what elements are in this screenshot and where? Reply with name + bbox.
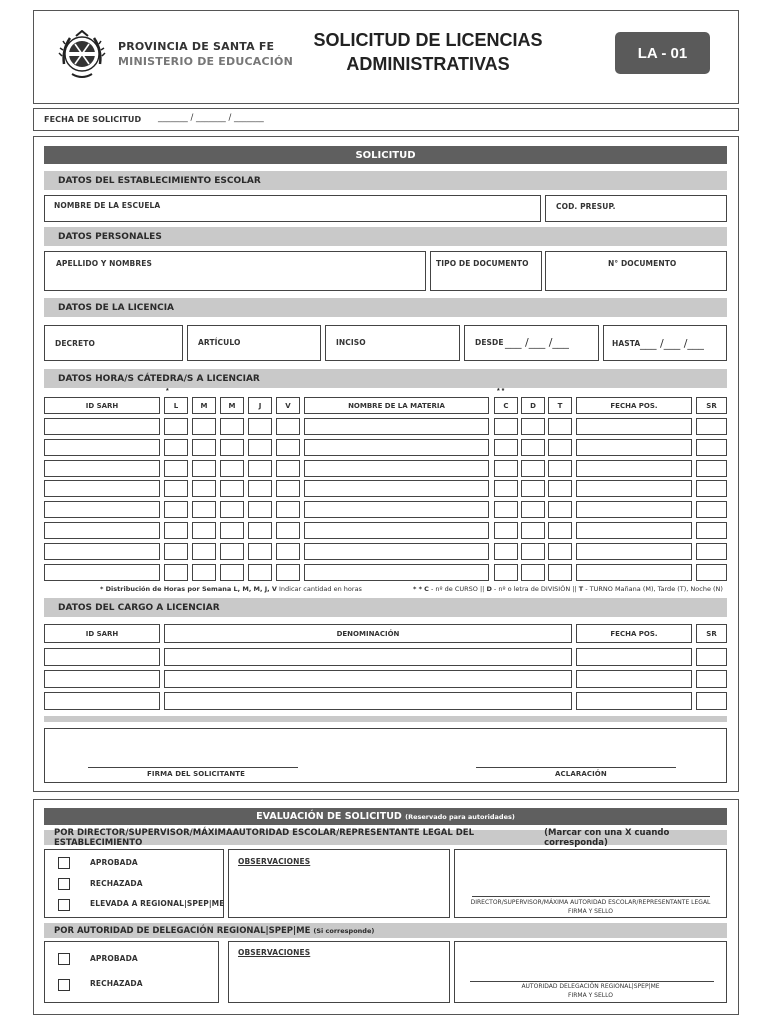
position-cell-denomination[interactable]	[164, 692, 572, 710]
hours-cell-c[interactable]	[494, 501, 518, 518]
budget-code-label: COD. PRESUP.	[556, 202, 616, 211]
doc-number-field[interactable]	[545, 251, 727, 291]
hours-cell-m1[interactable]	[192, 501, 216, 518]
hours-header-sr: SR	[696, 397, 727, 414]
hours-cell-sr[interactable]	[696, 480, 727, 497]
hours-header-l: L	[164, 397, 188, 414]
director-elevated-label: ELEVADA A REGIONAL|SPEP|ME	[90, 899, 225, 908]
hours-cell-m2[interactable]	[220, 460, 244, 477]
position-header-denomination: DENOMINACIÓN	[164, 624, 572, 643]
hours-cell-l[interactable]	[164, 418, 188, 435]
decree-label: DECRETO	[55, 339, 95, 348]
hours-cell-j[interactable]	[248, 460, 272, 477]
hours-cell-m1[interactable]	[192, 564, 216, 581]
position-cell-sr[interactable]	[696, 692, 727, 710]
hours-cell-m2[interactable]	[220, 439, 244, 456]
hours-star-l: *	[166, 388, 169, 395]
hours-cell-j[interactable]	[248, 418, 272, 435]
hours-cell-id-sarh[interactable]	[44, 439, 160, 456]
clarification-label: ACLARACIÓN	[555, 770, 607, 778]
hours-cell-subject[interactable]	[304, 543, 489, 560]
hours-cell-c[interactable]	[494, 564, 518, 581]
hours-cell-subject[interactable]	[304, 480, 489, 497]
hours-header-m1: M	[192, 397, 216, 414]
solicitud-title: SOLICITUD	[44, 146, 727, 164]
hours-cell-t[interactable]	[548, 543, 572, 560]
hours-cell-m2[interactable]	[220, 543, 244, 560]
hours-cell-m1[interactable]	[192, 439, 216, 456]
director-section-title	[44, 827, 727, 848]
hours-cell-c[interactable]	[494, 522, 518, 539]
hours-cell-sr[interactable]	[696, 418, 727, 435]
hours-cell-v[interactable]	[276, 418, 300, 435]
hours-cell-v[interactable]	[276, 543, 300, 560]
hours-cell-d[interactable]	[521, 501, 545, 518]
position-section-title: DATOS DEL CARGO A LICENCIAR	[44, 598, 727, 617]
hours-cell-d[interactable]	[521, 522, 545, 539]
hours-cell-sr[interactable]	[696, 543, 727, 560]
position-header-id-sarh: ID SARH	[44, 624, 160, 643]
regional-signature-caption-1: AUTORIDAD DELEGACIÓN REGIONAL|SPEP|ME	[521, 983, 660, 990]
personal-section-title: DATOS PERSONALES	[44, 227, 727, 246]
hours-cell-j[interactable]	[248, 564, 272, 581]
director-section-title-note: (Marcar con una X cuando corresponda)	[544, 827, 670, 848]
position-cell-sr[interactable]	[696, 648, 727, 666]
hours-section-title: DATOS HORA/S CÁTEDRA/S A LICENCIAR	[44, 369, 727, 388]
director-observations-label: OBSERVACIONES	[238, 857, 311, 866]
regional-section-title-note: (Si corresponde)	[313, 926, 375, 935]
evaluation-title-main: EVALUACIÓN DE SOLICITUD	[256, 811, 402, 822]
form-title-line-1: SOLICITUD DE LICENCIAS	[313, 30, 543, 50]
position-cell-sr[interactable]	[696, 670, 727, 688]
hours-cell-date-pos[interactable]	[576, 460, 692, 477]
clarification-line	[476, 767, 676, 768]
director-signature-line	[472, 896, 710, 897]
regional-observations-label: OBSERVACIONES	[238, 948, 311, 957]
hours-cell-d[interactable]	[521, 543, 545, 560]
evaluation-title-note: (Reservado para autoridades)	[405, 812, 515, 821]
hours-header-v: V	[276, 397, 300, 414]
regional-rejected-checkbox[interactable]	[58, 979, 70, 991]
province-name: PROVINCIA DE SANTA FE	[118, 40, 275, 53]
hours-cell-t[interactable]	[548, 460, 572, 477]
hours-cell-l[interactable]	[164, 501, 188, 518]
hours-cell-d[interactable]	[521, 439, 545, 456]
director-approved-label: APROBADA	[90, 858, 138, 867]
position-cell-date-pos[interactable]	[576, 692, 692, 710]
hours-header-m2: M	[220, 397, 244, 414]
hours-cell-t[interactable]	[548, 480, 572, 497]
hours-cell-date-pos[interactable]	[576, 543, 692, 560]
director-section-title-main: POR DIRECTOR/SUPERVISOR/MÁXIMAAUTORIDAD ESCOLAR/REPRESENTANTE LEGAL DEL ESTABLECIMIENTO	[54, 827, 475, 848]
hours-header-subject: NOMBRE DE LA MATERIA	[304, 397, 489, 414]
director-approved-checkbox[interactable]	[58, 857, 70, 869]
hours-cell-m1[interactable]	[192, 480, 216, 497]
position-cell-denomination[interactable]	[164, 648, 572, 666]
hours-cell-m1[interactable]	[192, 460, 216, 477]
hours-cell-j[interactable]	[248, 543, 272, 560]
hours-cell-v[interactable]	[276, 564, 300, 581]
evaluation-title	[44, 808, 727, 825]
hours-cell-j[interactable]	[248, 522, 272, 539]
regional-section-title	[44, 923, 727, 938]
applicant-signature-label: FIRMA DEL SOLICITANTE	[147, 770, 246, 778]
hours-cell-sr[interactable]	[696, 501, 727, 518]
hours-note-right-t-text: - TURNO Mañana (M), Tarde (T), Noche (N)	[585, 585, 723, 593]
hours-cell-v[interactable]	[276, 480, 300, 497]
doc-type-label: TIPO DE DOCUMENTO	[436, 259, 529, 268]
hours-cell-v[interactable]	[276, 501, 300, 518]
hours-cell-l[interactable]	[164, 543, 188, 560]
establishment-section-title: DATOS DEL ESTABLECIMIENTO ESCOLAR	[44, 171, 727, 190]
date-from-blank: ___ /___ /___	[505, 336, 569, 349]
director-rejected-checkbox[interactable]	[58, 878, 70, 890]
position-cell-id-sarh[interactable]	[44, 670, 160, 688]
director-elevated-checkbox[interactable]	[58, 899, 70, 911]
hours-header-c: C	[494, 397, 518, 414]
request-date-label: FECHA DE SOLICITUD	[44, 115, 142, 124]
license-section-title: DATOS DE LA LICENCIA	[44, 298, 727, 317]
section-divider	[44, 716, 727, 722]
hours-header-t: T	[548, 397, 572, 414]
hours-cell-t[interactable]	[548, 564, 572, 581]
hours-cell-id-sarh[interactable]	[44, 480, 160, 497]
position-cell-date-pos[interactable]	[576, 670, 692, 688]
hours-cell-t[interactable]	[548, 418, 572, 435]
hours-note-left-main: * Distribución de Horas por Semana L, M, M, J, V	[100, 585, 277, 593]
hours-cell-l[interactable]	[164, 522, 188, 539]
position-cell-id-sarh[interactable]	[44, 648, 160, 666]
hours-cell-c[interactable]	[494, 480, 518, 497]
hours-cell-date-pos[interactable]	[576, 522, 692, 539]
hours-cell-id-sarh[interactable]	[44, 564, 160, 581]
hours-cell-m1[interactable]	[192, 522, 216, 539]
position-cell-date-pos[interactable]	[576, 648, 692, 666]
hours-cell-c[interactable]	[494, 460, 518, 477]
hours-header-date-pos: FECHA POS.	[576, 397, 692, 414]
hours-cell-date-pos[interactable]	[576, 501, 692, 518]
hours-cell-sr[interactable]	[696, 460, 727, 477]
hours-cell-sr[interactable]	[696, 564, 727, 581]
hours-cell-m2[interactable]	[220, 564, 244, 581]
hours-cell-id-sarh[interactable]	[44, 460, 160, 477]
hours-cell-sr[interactable]	[696, 439, 727, 456]
hours-cell-m2[interactable]	[220, 501, 244, 518]
position-cell-id-sarh[interactable]	[44, 692, 160, 710]
regional-approved-checkbox[interactable]	[58, 953, 70, 965]
hours-cell-subject[interactable]	[304, 522, 489, 539]
form-title	[288, 28, 568, 76]
hours-cell-date-pos[interactable]	[576, 439, 692, 456]
hours-cell-id-sarh[interactable]	[44, 543, 160, 560]
hours-cell-id-sarh[interactable]	[44, 418, 160, 435]
form-title-line-2: ADMINISTRATIVAS	[346, 54, 510, 74]
hours-cell-subject[interactable]	[304, 564, 489, 581]
hours-cell-v[interactable]	[276, 460, 300, 477]
date-to-blank: ___ /___ /___	[640, 337, 704, 350]
full-name-label: APELLIDO Y NOMBRES	[56, 259, 152, 268]
hours-note-right	[413, 585, 723, 593]
hours-cell-m2[interactable]	[220, 480, 244, 497]
hours-cell-d[interactable]	[521, 418, 545, 435]
hours-cell-t[interactable]	[548, 439, 572, 456]
hours-cell-l[interactable]	[164, 564, 188, 581]
hours-cell-c[interactable]	[494, 543, 518, 560]
hours-cell-d[interactable]	[521, 480, 545, 497]
hours-cell-date-pos[interactable]	[576, 418, 692, 435]
hours-cell-j[interactable]	[248, 480, 272, 497]
hours-cell-subject[interactable]	[304, 439, 489, 456]
regional-rejected-label: RECHAZADA	[90, 979, 143, 988]
hours-cell-c[interactable]	[494, 418, 518, 435]
hours-cell-d[interactable]	[521, 460, 545, 477]
hours-cell-v[interactable]	[276, 522, 300, 539]
hours-cell-t[interactable]	[548, 501, 572, 518]
regional-decision-box	[44, 941, 219, 1003]
regional-signature-caption-2: FIRMA Y SELLO	[568, 992, 613, 999]
hours-cell-m2[interactable]	[220, 522, 244, 539]
position-cell-denomination[interactable]	[164, 670, 572, 688]
applicant-signature-line	[88, 767, 298, 768]
hours-note-right-d-text: - nº o letra de DIVISIÓN ||	[493, 585, 577, 593]
hours-note-right-c: C	[424, 585, 429, 593]
hours-cell-date-pos[interactable]	[576, 480, 692, 497]
doc-type-field[interactable]	[430, 251, 542, 291]
date-from-label: DESDE	[475, 338, 504, 347]
hours-note-right-d: D	[486, 585, 492, 593]
hours-header-id-sarh: ID SARH	[44, 397, 160, 414]
hours-header-j: J	[248, 397, 272, 414]
ministry-name: MINISTERIO DE EDUCACIÓN	[118, 55, 293, 68]
hours-cell-l[interactable]	[164, 439, 188, 456]
hours-note-right-t: T	[578, 585, 584, 593]
hours-cell-date-pos[interactable]	[576, 564, 692, 581]
hours-cell-m1[interactable]	[192, 543, 216, 560]
doc-number-label: N° DOCUMENTO	[608, 259, 677, 268]
full-name-field[interactable]	[44, 251, 426, 291]
hours-cell-id-sarh[interactable]	[44, 501, 160, 518]
hours-cell-sr[interactable]	[696, 522, 727, 539]
hours-cell-m1[interactable]	[192, 418, 216, 435]
hours-cell-subject[interactable]	[304, 460, 489, 477]
hours-cell-l[interactable]	[164, 460, 188, 477]
director-signature-caption-2: FIRMA Y SELLO	[568, 908, 613, 915]
request-date-field[interactable]: _______ / _______ / _______	[158, 113, 264, 123]
school-name-label: NOMBRE DE LA ESCUELA	[54, 201, 161, 210]
director-rejected-label: RECHAZADA	[90, 879, 143, 888]
regional-signature-line	[470, 981, 714, 982]
hours-cell-t[interactable]	[548, 522, 572, 539]
hours-header-d: D	[521, 397, 545, 414]
hours-cell-l[interactable]	[164, 480, 188, 497]
form-code-badge: LA - 01	[615, 32, 710, 74]
hours-note-left	[100, 585, 362, 593]
hours-note-right-stars: * *	[413, 585, 423, 593]
hours-cell-v[interactable]	[276, 439, 300, 456]
hours-cell-subject[interactable]	[304, 418, 489, 435]
regional-approved-label: APROBADA	[90, 954, 138, 963]
hours-cell-d[interactable]	[521, 564, 545, 581]
position-header-sr: SR	[696, 624, 727, 643]
hours-note-left-sub: Indicar cantidad en horas	[279, 585, 362, 593]
hours-cell-j[interactable]	[248, 501, 272, 518]
provincial-seal-icon	[58, 30, 106, 82]
article-label: ARTÍCULO	[198, 338, 241, 347]
regional-section-title-main: POR AUTORIDAD DE DELEGACIÓN REGIONAL|SPEP|ME	[54, 925, 311, 936]
hours-note-right-c-text: - nº de CURSO ||	[431, 585, 485, 593]
hours-cell-c[interactable]	[494, 439, 518, 456]
date-to-label: HASTA	[612, 339, 641, 348]
hours-cell-id-sarh[interactable]	[44, 522, 160, 539]
hours-cell-m2[interactable]	[220, 418, 244, 435]
hours-star-c: * *	[497, 388, 505, 395]
subsection-label: INCISO	[336, 338, 366, 347]
hours-cell-j[interactable]	[248, 439, 272, 456]
hours-cell-subject[interactable]	[304, 501, 489, 518]
director-signature-caption-1: DIRECTOR/SUPERVISOR/MÁXIMA AUTORIDAD ESCOLAR/REPRESENTANTE LEGAL	[470, 899, 711, 906]
position-header-date-pos: FECHA POS.	[576, 624, 692, 643]
